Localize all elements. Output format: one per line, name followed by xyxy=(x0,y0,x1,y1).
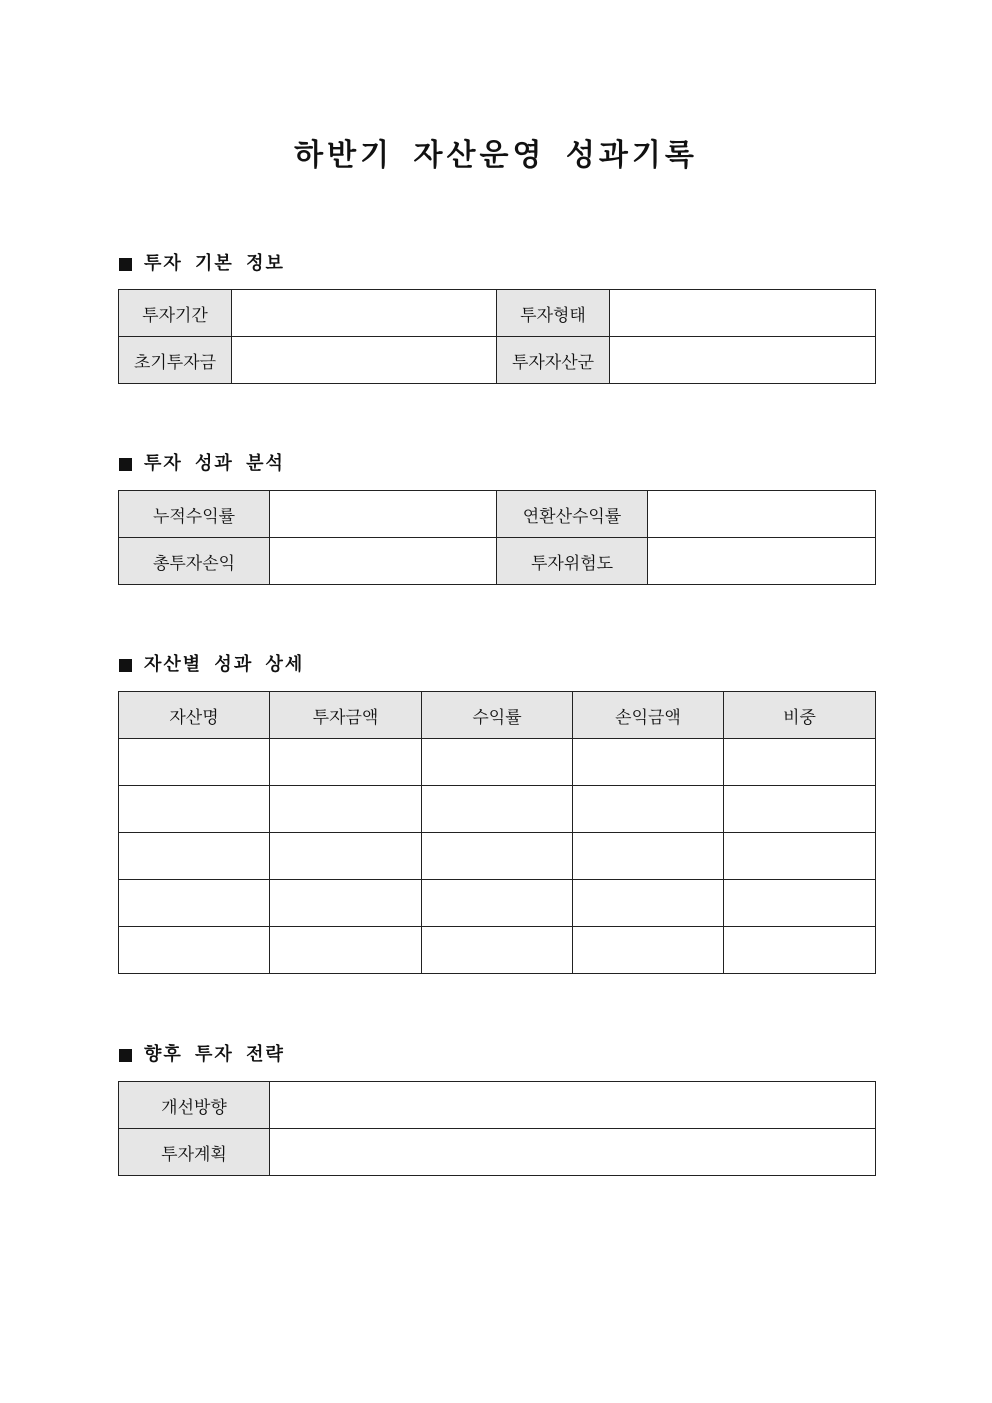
table-cell[interactable] xyxy=(422,880,573,927)
field-label-investment-plan: 투자계획 xyxy=(119,1129,270,1176)
field-label-cumulative-return: 누적수익률 xyxy=(119,491,270,538)
square-bullet-icon xyxy=(119,258,132,271)
column-header-asset-name: 자산명 xyxy=(119,692,270,739)
table-row xyxy=(119,927,876,974)
table-header-row xyxy=(119,692,876,739)
field-input-total-profit-loss[interactable] xyxy=(270,538,497,585)
table-cell[interactable] xyxy=(119,739,270,786)
table-row xyxy=(119,739,876,786)
table-cell[interactable] xyxy=(573,833,724,880)
table-cell[interactable] xyxy=(724,927,876,974)
table-cell[interactable] xyxy=(119,927,270,974)
table-cell[interactable] xyxy=(119,833,270,880)
square-bullet-icon xyxy=(119,659,132,672)
asset-detail-table xyxy=(118,691,876,974)
square-bullet-icon xyxy=(119,1049,132,1062)
table-cell[interactable] xyxy=(270,786,422,833)
table-cell[interactable] xyxy=(724,739,876,786)
field-input-investment-plan[interactable] xyxy=(270,1129,876,1176)
column-header-weight: 비중 xyxy=(724,692,876,739)
table-cell[interactable] xyxy=(422,739,573,786)
table-row xyxy=(119,1082,876,1129)
table-row xyxy=(119,337,876,384)
section-heading-performance xyxy=(119,452,285,476)
table-cell[interactable] xyxy=(724,833,876,880)
table-cell[interactable] xyxy=(573,786,724,833)
table-row xyxy=(119,1129,876,1176)
table-cell[interactable] xyxy=(119,786,270,833)
field-input-investment-period[interactable] xyxy=(232,290,497,337)
field-input-initial-capital[interactable] xyxy=(232,337,497,384)
table-cell[interactable] xyxy=(270,833,422,880)
section-heading-asset-detail xyxy=(119,653,304,677)
document-title: 하반기 자산운영 성과기록 xyxy=(294,138,698,173)
square-bullet-icon xyxy=(119,458,132,471)
section-heading-basic-info xyxy=(119,252,285,276)
field-input-cumulative-return[interactable] xyxy=(270,491,497,538)
table-row xyxy=(119,491,876,538)
table-cell[interactable] xyxy=(422,786,573,833)
table-cell[interactable] xyxy=(573,739,724,786)
table-cell[interactable] xyxy=(422,833,573,880)
field-label-improvement-direction: 개선방향 xyxy=(119,1082,270,1129)
field-label-asset-class: 투자자산군 xyxy=(497,337,610,384)
table-cell[interactable] xyxy=(573,927,724,974)
field-label-initial-capital: 초기투자금 xyxy=(119,337,232,384)
field-input-annualized-return[interactable] xyxy=(648,491,876,538)
field-label-total-profit-loss: 총투자손익 xyxy=(119,538,270,585)
table-row xyxy=(119,833,876,880)
table-cell[interactable] xyxy=(119,880,270,927)
table-cell[interactable] xyxy=(270,739,422,786)
field-input-asset-class[interactable] xyxy=(610,337,876,384)
field-label-investment-period: 투자기간 xyxy=(119,290,232,337)
table-cell[interactable] xyxy=(270,927,422,974)
performance-table xyxy=(118,490,876,585)
table-cell[interactable] xyxy=(724,880,876,927)
field-label-annualized-return: 연환산수익률 xyxy=(497,491,648,538)
section-heading-text: 향후 투자 전략 xyxy=(144,1044,285,1065)
field-input-risk-level[interactable] xyxy=(648,538,876,585)
column-header-profit-loss-amount: 손익금액 xyxy=(573,692,724,739)
table-row xyxy=(119,786,876,833)
section-heading-strategy xyxy=(119,1043,285,1067)
table-row xyxy=(119,538,876,585)
table-cell[interactable] xyxy=(724,786,876,833)
field-label-investment-type: 투자형태 xyxy=(497,290,610,337)
table-cell[interactable] xyxy=(270,880,422,927)
strategy-table xyxy=(118,1081,876,1176)
table-row xyxy=(119,880,876,927)
table-row xyxy=(119,290,876,337)
section-heading-text: 자산별 성과 상세 xyxy=(144,654,305,675)
column-header-investment-amount: 투자금액 xyxy=(270,692,422,739)
field-input-improvement-direction[interactable] xyxy=(270,1082,876,1129)
basic-info-table xyxy=(118,289,876,384)
table-cell[interactable] xyxy=(422,927,573,974)
column-header-return-rate: 수익률 xyxy=(422,692,573,739)
table-cell[interactable] xyxy=(573,880,724,927)
field-label-risk-level: 투자위험도 xyxy=(497,538,648,585)
section-heading-text: 투자 기본 정보 xyxy=(144,253,285,274)
field-input-investment-type[interactable] xyxy=(610,290,876,337)
section-heading-text: 투자 성과 분석 xyxy=(144,453,285,474)
